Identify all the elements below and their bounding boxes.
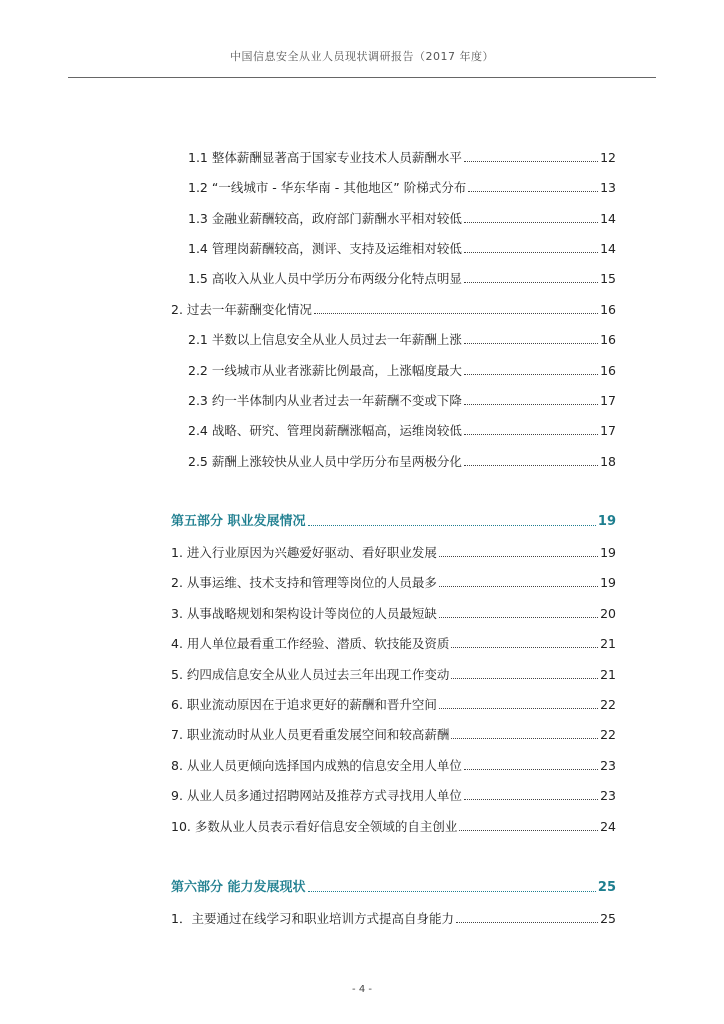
- toc-entry[interactable]: [188, 241, 616, 257]
- toc-entry[interactable]: [188, 332, 616, 348]
- toc-entry-label: 6. 职业流动原因在于追求更好的薪酬和晋升空间: [171, 697, 437, 712]
- toc-entry-label: 5. 约四成信息安全从业人员过去三年出现工作变动: [171, 667, 450, 682]
- toc-entry[interactable]: [171, 697, 616, 713]
- toc-entry-label: 2.3 约一半体制内从业者过去一年薪酬不变或下降: [188, 393, 462, 408]
- toc-entry-label: 2. 从事运维、技术支持和管理等岗位的人员最多: [171, 575, 437, 590]
- dot-leader: [468, 191, 598, 192]
- toc-entry-page: 21: [600, 667, 616, 682]
- toc-section-page: 25: [597, 880, 616, 895]
- dot-leader: [464, 404, 598, 405]
- header-divider: [68, 77, 656, 78]
- toc-entry[interactable]: [188, 211, 616, 227]
- dot-leader: [439, 586, 598, 587]
- toc-entry-page: 12: [600, 150, 616, 165]
- dot-leader: [451, 678, 598, 679]
- toc-entry[interactable]: [171, 575, 616, 591]
- dot-leader: [464, 343, 598, 344]
- toc-entry-page: 13: [600, 180, 616, 195]
- toc-entry-label: 1. 进入行业原因为兴趣爱好驱动、看好职业发展: [171, 545, 437, 560]
- toc-entry[interactable]: [188, 454, 616, 470]
- dot-leader: [451, 647, 598, 648]
- toc-entry[interactable]: [188, 393, 616, 409]
- dot-leader: [439, 556, 598, 557]
- toc-entry[interactable]: [171, 667, 616, 683]
- dot-leader: [464, 434, 598, 435]
- page-number: - 4 -: [352, 984, 372, 995]
- toc-entry[interactable]: [171, 606, 616, 622]
- dot-leader: [439, 708, 598, 709]
- toc-entry-page: 16: [600, 363, 616, 378]
- dot-leader: [439, 617, 598, 618]
- toc-entry-page: 23: [600, 788, 616, 803]
- dot-leader: [451, 738, 598, 739]
- toc-entry[interactable]: [188, 423, 616, 439]
- toc-entry-label: 1.3 金融业薪酬较高，政府部门薪酬水平相对较低: [188, 211, 462, 226]
- toc-entry[interactable]: [171, 788, 616, 804]
- dot-leader: [464, 161, 598, 162]
- toc-entry-label: 2.1 半数以上信息安全从业人员过去一年薪酬上涨: [188, 332, 462, 347]
- toc-entry[interactable]: [171, 727, 616, 743]
- toc-entry-label: 7. 职业流动时从业人员更看重发展空间和较高薪酬: [171, 727, 450, 742]
- toc-section-label: 第五部分 职业发展情况: [171, 514, 306, 529]
- toc-entry-page: 20: [600, 606, 616, 621]
- toc-entry-label: 8. 从业人员更倾向选择国内成熟的信息安全用人单位: [171, 758, 462, 773]
- dot-leader: [464, 222, 598, 223]
- toc-entry-label: 2.5 薪酬上涨较快从业人员中学历分布呈两极分化: [188, 454, 462, 469]
- toc-entry-label: 2.4 战略、研究、管理岗薪酬涨幅高，运维岗较低: [188, 423, 462, 438]
- dot-leader: [456, 922, 598, 923]
- toc-entry-label: 1.1 整体薪酬显著高于国家专业技术人员薪酬水平: [188, 150, 462, 165]
- toc-entry-page: 16: [600, 332, 616, 347]
- dot-leader: [464, 282, 598, 283]
- dot-leader: [308, 891, 596, 892]
- toc-entry[interactable]: [171, 636, 616, 652]
- toc-entry-page: 23: [600, 758, 616, 773]
- toc-entry[interactable]: [171, 545, 616, 561]
- toc-entry-page: 17: [600, 423, 616, 438]
- toc-section-heading[interactable]: [171, 514, 616, 530]
- dot-leader: [459, 830, 598, 831]
- toc-entry-page: 16: [600, 302, 616, 317]
- toc-entry-page: 15: [600, 271, 616, 286]
- toc-entry[interactable]: [171, 302, 616, 318]
- toc-section-heading[interactable]: [171, 880, 616, 896]
- toc-entry[interactable]: [171, 819, 616, 835]
- toc-entry-page: 17: [600, 393, 616, 408]
- toc-section-page: 19: [597, 514, 616, 529]
- toc-entry-label: 1．主要通过在线学习和职业培训方式提高自身能力: [171, 911, 454, 926]
- toc-section-label: 第六部分 能力发展现状: [171, 880, 306, 895]
- toc-entry-label: 3. 从事战略规划和架构设计等岗位的人员最短缺: [171, 606, 437, 621]
- toc-entry-label: 1.4 管理岗薪酬较高，测评、支持及运维相对较低: [188, 241, 462, 256]
- toc-entry-page: 21: [600, 636, 616, 651]
- toc-entry-page: 18: [600, 454, 616, 469]
- toc-entry-page: 14: [600, 241, 616, 256]
- dot-leader: [464, 769, 598, 770]
- toc-entry-page: 22: [600, 727, 616, 742]
- toc-entry-page: 24: [600, 819, 616, 834]
- toc-entry-page: 22: [600, 697, 616, 712]
- toc-entry[interactable]: [188, 363, 616, 379]
- dot-leader: [464, 465, 598, 466]
- toc-entry[interactable]: [188, 271, 616, 287]
- dot-leader: [464, 374, 598, 375]
- toc-entry-label: 10. 多数从业人员表示看好信息安全领域的自主创业: [171, 819, 458, 834]
- toc-entry-page: 14: [600, 211, 616, 226]
- page-header: 中国信息安全从业人员现状调研报告（2017 年度）: [230, 50, 494, 63]
- toc-entry-label: 2.2 一线城市从业者涨薪比例最高，上涨幅度最大: [188, 363, 462, 378]
- toc-entry-label: 4. 用人单位最看重工作经验、潜质、软技能及资质: [171, 636, 450, 651]
- toc-entry-label: 9. 从业人员多通过招聘网站及推荐方式寻找用人单位: [171, 788, 462, 803]
- dot-leader: [308, 525, 596, 526]
- toc-entry-label: 1.2 “一线城市 - 华东华南 - 其他地区” 阶梯式分布: [188, 180, 467, 195]
- toc-entry[interactable]: [188, 180, 616, 196]
- toc-entry-label: 1.5 高收入从业人员中学历分布两级分化特点明显: [188, 271, 462, 286]
- toc-entry-page: 25: [600, 911, 616, 926]
- dot-leader: [314, 313, 598, 314]
- toc-entry-page: 19: [600, 575, 616, 590]
- toc-entry-page: 19: [600, 545, 616, 560]
- toc-entry[interactable]: [171, 911, 616, 927]
- toc-entry[interactable]: [188, 150, 616, 166]
- toc-entry-label: 2. 过去一年薪酬变化情况: [171, 302, 312, 317]
- toc-entry[interactable]: [171, 758, 616, 774]
- dot-leader: [464, 799, 598, 800]
- dot-leader: [464, 252, 598, 253]
